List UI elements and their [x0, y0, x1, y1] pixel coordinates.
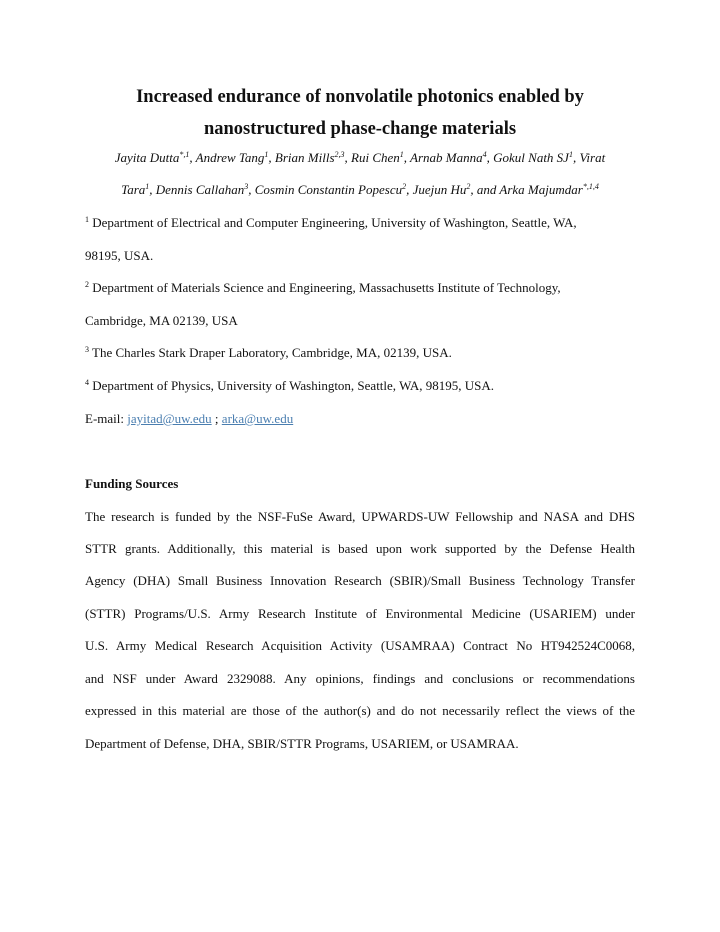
author-affiliation-marker: *,1 [179, 150, 190, 159]
funding-text-line: The research is funded by the NSF-FuSe Award, UPWARDS-UW Fellowship and NASA and DHS [85, 509, 635, 524]
funding-text-line: (STTR) Programs/U.S. Army Research Institute of Environmental Medicine (USARIEM) under [85, 606, 635, 621]
author-name: Arnab Manna [410, 150, 483, 165]
author-list-line-2 [72, 182, 648, 198]
email-label: E-mail: [85, 411, 128, 426]
email-line [85, 411, 293, 427]
author-affiliation-marker: 2,3 [334, 150, 345, 159]
author-list-line-1 [72, 150, 648, 166]
author-affiliation-marker: 1 [568, 150, 573, 159]
author-separator: , [572, 150, 580, 165]
author-affiliation-marker: 3 [244, 182, 249, 191]
author-affiliation-marker: 4 [482, 150, 487, 159]
funding-text-line: STTR grants. Additionally, this material is based upon work supported by the Defense Health [85, 541, 635, 556]
funding-text-line: and NSF under Award 2329088. Any opinions, findings and conclusions or recommendations [85, 671, 635, 686]
affiliation-text: Department of Physics, University of Washington, Seattle, WA, 98195, USA. [92, 378, 495, 393]
affiliation-text: Department of Electrical and Computer Engineering, University of Washington, Seattle, WA, [92, 215, 577, 230]
affiliation-text: Department of Materials Science and Engineering, Massachusetts Institute of Technology, [92, 280, 561, 295]
author-name: Dennis Callahan [155, 182, 245, 197]
author-name: Andrew Tang [195, 150, 265, 165]
author-name: Rui Chen [351, 150, 400, 165]
author-name: Cosmin Constantin Popescu [254, 182, 403, 197]
author-name: Gokul Nath SJ [493, 150, 569, 165]
author-separator: , [248, 182, 255, 197]
author-name: Jayita Dutta [114, 150, 180, 165]
author-separator: , [268, 150, 275, 165]
paper-title-line-2: nanostructured phase-change materials [203, 119, 517, 139]
affiliation-1-line-2: 98195, USA. [85, 248, 154, 263]
email-link-1[interactable]: jayitad@uw.edu [127, 411, 212, 426]
affiliation-marker: 1 [85, 215, 89, 224]
author-affiliation-marker: 1 [399, 150, 404, 159]
author-name: Tara [121, 182, 146, 197]
author-affiliation-marker: 1 [145, 182, 150, 191]
author-separator: , [189, 150, 196, 165]
author-separator: , [486, 150, 494, 165]
affiliation-2-line-1 [85, 280, 561, 296]
affiliation-4 [85, 378, 494, 394]
affiliation-marker: 3 [85, 345, 89, 354]
affiliation-marker: 2 [85, 280, 89, 289]
affiliation-marker: 4 [85, 378, 89, 387]
author-name: Virat [579, 150, 606, 165]
author-affiliation-marker: 2 [466, 182, 471, 191]
funding-text-line: U.S. Army Medical Research Acquisition Activity (USAMRAA) Contract No HT942524C0068, [85, 638, 635, 653]
funding-text-line: Agency (DHA) Small Business Innovation Research (SBIR)/Small Business Technology Transfer [85, 573, 635, 588]
author-separator: , and [470, 182, 500, 197]
author-affiliation-marker: *,1,4 [582, 182, 599, 191]
author-affiliation-marker: 1 [264, 150, 269, 159]
funding-heading: Funding Sources [85, 476, 179, 491]
funding-text-line: expressed in this material are those of the author(s) and do not necessarily reflect the views of the [85, 703, 635, 718]
author-separator: , [406, 182, 413, 197]
affiliation-text: The Charles Stark Draper Laboratory, Cambridge, MA, 02139, USA. [92, 345, 452, 360]
affiliation-3 [85, 345, 452, 361]
affiliation-2-line-2: Cambridge, MA 02139, USA [85, 313, 238, 328]
funding-text-line: Department of Defense, DHA, SBIR/STTR Programs, USARIEM, or USAMRAA. [85, 736, 519, 751]
author-name: Juejun Hu [412, 182, 467, 197]
author-name: Arka Majumdar [499, 182, 583, 197]
author-affiliation-marker: 2 [402, 182, 407, 191]
email-link-2[interactable]: arka@uw.edu [221, 411, 294, 426]
email-separator: ; [211, 411, 222, 426]
author-separator: , [344, 150, 352, 165]
affiliation-1-line-1 [85, 215, 577, 231]
author-separator: , [403, 150, 411, 165]
author-separator: , [149, 182, 156, 197]
author-name: Brian Mills [274, 150, 335, 165]
paper-title-line-1: Increased endurance of nonvolatile photonics enabled by [136, 87, 584, 107]
